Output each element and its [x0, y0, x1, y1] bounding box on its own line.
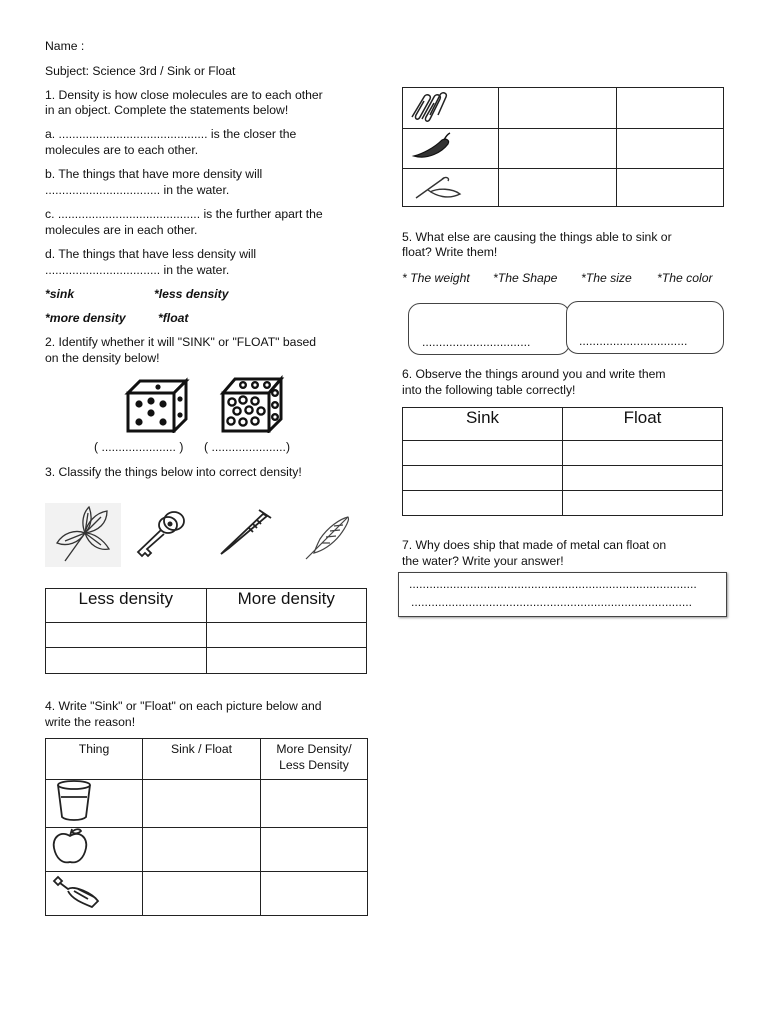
subject-title: Subject: Science 3rd / Sink or Float [45, 64, 236, 78]
q3-density-table [45, 588, 367, 674]
bottle-icon [48, 869, 104, 909]
q4-header-density: More Density/ Less Density [261, 739, 368, 780]
q3-cell-less-2[interactable] [46, 648, 207, 674]
q5-option-color: *The color [657, 271, 713, 285]
q1-prompt-line1: 1. Density is how close molecules are to each other [45, 88, 323, 102]
q4-glass-sink-float-cell[interactable] [143, 780, 261, 828]
q6-sink-float-table [402, 407, 723, 516]
q1-option-less-density: *less density [154, 287, 229, 301]
q2-blank-2[interactable]: ( ......................) [204, 440, 290, 454]
q1-option-float: *float [158, 311, 189, 325]
q1-option-sink: *sink [45, 287, 75, 301]
q4-header-thing: Thing [46, 739, 143, 780]
q2-prompt-line2: on the density below! [45, 351, 160, 365]
needle-answer-cell-1[interactable] [499, 169, 617, 207]
paperclips-icon [406, 89, 450, 125]
q1-d-line1: d. The things that have less density will [45, 247, 257, 261]
glass-icon [52, 779, 96, 823]
q3-prompt: 3. Classify the things below into correct density! [45, 465, 302, 479]
q5-prompt-line2: float? Write them! [402, 245, 498, 259]
q3-cell-less-1[interactable] [46, 623, 207, 648]
apple-icon [50, 826, 90, 866]
q7-prompt-line1: 7. Why does ship that made of metal can float on [402, 538, 667, 552]
q6-header-sink: Sink [403, 408, 563, 441]
q3-header-more-density: More density [206, 589, 367, 623]
q5-answer-blank-2: ................................ [579, 334, 688, 348]
chili-answer-cell-2[interactable] [617, 129, 724, 169]
q6-prompt-line2: into the following table correctly! [402, 383, 576, 397]
q5-option-weight: * The weight [402, 271, 470, 285]
q5-option-size: *The size [581, 271, 632, 285]
q6-sink-cell-3[interactable] [403, 491, 563, 516]
q3-cell-more-2[interactable] [206, 648, 367, 674]
q4-header-sink-float: Sink / Float [143, 739, 261, 780]
q1-c-line2: molecules are in each other. [45, 223, 198, 237]
q6-sink-cell-1[interactable] [403, 441, 563, 466]
q5-answer-box-2[interactable] [566, 301, 724, 354]
q6-float-cell-1[interactable] [563, 441, 723, 466]
q4-apple-sink-float-cell[interactable] [143, 828, 261, 872]
name-label: Name : [45, 39, 85, 53]
q4-apple-density-cell[interactable] [261, 828, 368, 872]
q5-option-shape: *The Shape [493, 271, 558, 285]
q5-answer-blank-1: ................................ [422, 335, 531, 349]
paperclips-answer-cell-2[interactable] [617, 88, 724, 129]
q5-answer-box-1[interactable] [408, 303, 570, 355]
chili-icon [408, 130, 452, 164]
q7-answer-line-2: ................................................................................... [411, 595, 693, 609]
q3-cell-more-1[interactable] [206, 623, 367, 648]
q1-b-line2: .................................. in the water. [45, 183, 230, 197]
q1-prompt-line2: in an object. Complete the statements below! [45, 103, 289, 117]
q6-float-cell-2[interactable] [563, 466, 723, 491]
needle-answer-cell-2[interactable] [617, 169, 724, 207]
q2-blank-1[interactable]: ( ...................... ) [94, 440, 184, 454]
q7-prompt-line2: the water? Write your answer! [402, 554, 564, 568]
dice-few-dots-icon [124, 377, 190, 433]
feather-icon [300, 509, 360, 563]
q4-prompt-line2: write the reason! [45, 715, 136, 729]
q4-glass-density-cell[interactable] [261, 780, 368, 828]
q7-answer-box[interactable] [398, 572, 727, 617]
key-icon [130, 507, 190, 563]
q6-prompt-line1: 6. Observe the things around you and write them [402, 367, 666, 381]
q4-prompt-line1: 4. Write "Sink" or "Float" on each picture below and [45, 699, 322, 713]
q6-sink-cell-2[interactable] [403, 466, 563, 491]
q3-header-less-density: Less density [46, 589, 207, 623]
q1-option-more-density: *more density [45, 311, 126, 325]
q1-c-line1: c. .......................................... is the further apart the [45, 207, 323, 221]
q1-a-line1: a. ............................................ is the closer the [45, 127, 297, 141]
q6-float-cell-3[interactable] [563, 491, 723, 516]
q7-answer-line-1: ..................................................................................... [409, 577, 697, 591]
q2-prompt-line1: 2. Identify whether it will "SINK" or "FLOAT" based [45, 335, 317, 349]
q1-b-line1: b. The things that have more density will [45, 167, 263, 181]
paperclips-answer-cell-1[interactable] [499, 88, 617, 129]
q1-a-line2: molecules are to each other. [45, 143, 199, 157]
q4-bottle-density-cell[interactable] [261, 872, 368, 916]
leaf-icon [45, 503, 121, 567]
dice-many-circles-icon [219, 375, 285, 433]
q6-header-float: Float [563, 408, 723, 441]
needle-thread-icon [408, 170, 462, 202]
q4-bottle-sink-float-cell[interactable] [143, 872, 261, 916]
chili-answer-cell-1[interactable] [499, 129, 617, 169]
nail-icon [215, 504, 275, 558]
q5-prompt-line1: 5. What else are causing the things able to sink or [402, 230, 672, 244]
q1-d-line2: .................................. in the water. [45, 263, 230, 277]
